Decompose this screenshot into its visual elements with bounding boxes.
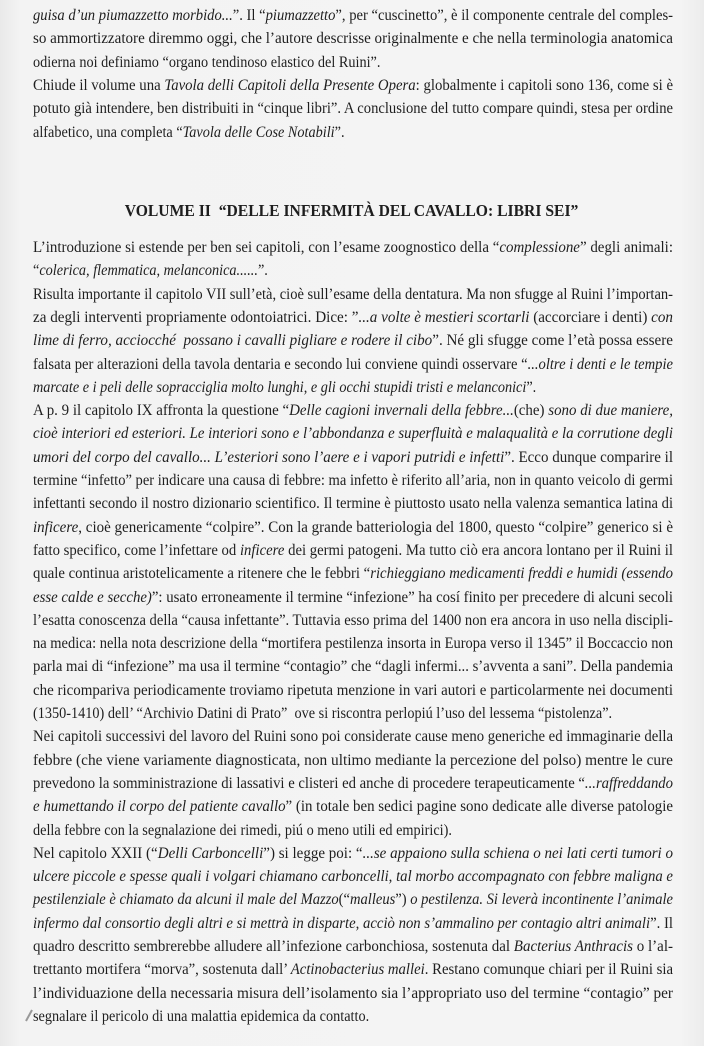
italic-quote-text: o pestilenza. Si leverà incontinente l’animale — [410, 891, 673, 909]
italic-quote-text: Bacterius Anthracis — [513, 938, 634, 955]
text-run: parla mai di “infezione” ma usa il termine “contagio” che “dagli infermi... s’avventa a sani”. Della pandemia — [33, 658, 673, 676]
text-run: alfabetico, una completa “ — [33, 123, 183, 141]
text-run: ”. Ecco dunque comparire il — [504, 448, 673, 466]
text-line — [33, 773, 673, 795]
text-run: ”, per “cuscinetto”, è il componente centrale del comples- — [335, 7, 673, 24]
italic-quote-text: colerica, flemmatica, melanconica...... — [39, 262, 258, 280]
text-line — [33, 540, 673, 562]
text-run: falsata per alterazioni della tavola dentaria e secondo lui conviene quindi osservare “ — [33, 355, 528, 373]
italic-quote-text: sono di due maniere, — [548, 402, 673, 420]
text-line — [33, 400, 673, 422]
text-line — [33, 959, 673, 981]
text-run: trettanto mortifera “morva”, sostenuta dall’ — [33, 961, 291, 979]
text-line — [33, 843, 673, 865]
italic-quote-text: marcate e i peli delle sopracciglia molto lunghi, e gli occhi stupidi tristi e melanconici — [33, 378, 527, 396]
text-run: “ — [33, 262, 40, 280]
text-run: prevedono la somministrazione di lassativi e clisteri ed anche di procedere terapeuticamente “ — [33, 774, 585, 792]
text-line — [33, 633, 673, 655]
text-line — [33, 913, 673, 935]
text-line — [33, 750, 673, 772]
text-run: fatto specifico, come l’infettare od — [33, 541, 240, 559]
text-line — [33, 447, 673, 469]
text-line — [33, 237, 673, 259]
text-run: (1350-1410) dell’ “Archivio Datini di Prato” ove si riscontra perlopiú l’uso del lessema “pistolenza”. — [33, 705, 613, 722]
text-line — [33, 983, 673, 1005]
italic-quote-text: cioè interiori ed esteriori. Le interiori sono e l’abbondanza e superfluità e malaqualità e la corrutione degli — [33, 425, 673, 443]
text-line — [33, 470, 673, 492]
text-run: potuto già intendere, ben distribuiti in “cinque libri”. A conclusione del tutto compare quindi, stesa per ordine — [33, 100, 673, 118]
text-line — [33, 820, 673, 842]
italic-quote-text: Tavola delli Capitoli della Presente Opera — [164, 76, 416, 94]
italic-quote-text: pestilenziale è chiamato da alcuni il male del Mazzo — [33, 891, 339, 909]
text-run: za degli interventi propriamente odontoiatrici. Dice: ” — [33, 308, 359, 326]
text-run: ”. — [257, 262, 268, 280]
italic-quote-text: ...a volte è mestieri scortarli — [358, 308, 530, 326]
text-line — [33, 98, 673, 120]
text-run: ”) — [395, 891, 411, 909]
text-run: l’individuazione della necessaria misura dell’isolamento sia l’appropriato uso del termine “contagio” per — [33, 984, 673, 1002]
text-run: o l’al- — [633, 938, 673, 955]
italic-quote-text: infermo dal consortio degli altri e si mettrà in disparte, acciò non s’ammalino per contagio altri animali — [33, 914, 651, 932]
text-run: ”. — [526, 378, 537, 396]
text-run: ”. Né gli sfugge come l’età possa essere — [432, 332, 673, 350]
text-line — [33, 517, 673, 539]
italic-quote-text: e humettando il corpo del patiente cavallo — [33, 798, 286, 816]
text-run: ” degli animali: — [579, 239, 673, 256]
text-run: ”: usato erroneamente il termine “infezione” ha cosí finito per precedere di alcuni secoli — [151, 588, 674, 606]
text-line — [33, 703, 673, 725]
text-run: A p. 9 il capitolo IX affronta la questione “ — [33, 402, 290, 420]
text-run: che ricompariva periodicamente troviamo ripetuta menzione in vari autori e particolarmente nei documenti — [33, 681, 673, 699]
italic-quote-text: richieggiano medicamenti freddi e humidi (essendo — [370, 565, 673, 583]
text-run: termine “infetto” per indicare una causa di febbre: ma infetto è riferito all’aria, non in quanto veicolo di germi — [33, 472, 673, 489]
text-run: : globalmente i capitoli sono 136, come si è — [415, 76, 673, 94]
text-run: Nel capitolo XXII (“ — [33, 844, 158, 862]
text-run: dei germi patogeni. Ma tutto ciò era ancora lontano per il Ruini il — [284, 541, 673, 559]
italic-quote-text: Tavola delle Cose Notabili — [182, 123, 335, 141]
italic-quote-text: con — [651, 308, 673, 326]
italic-quote-text: inficere — [239, 541, 285, 559]
text-run: quale continua aristotelicamente a ritenere che le febbri “ — [33, 565, 371, 583]
text-run: so ammortizzatore diremmo oggi, che l’autore descrisse originalmente e che nella terminologia anatomica — [33, 30, 673, 48]
text-run: ” (in totale ben sedici pagine sono dedicate alle diverse patologie — [285, 798, 673, 816]
italic-quote-text: malleus — [349, 891, 396, 909]
italic-quote-text: lime di ferro, acciocché possano i cavalli pigliare e rodere il cibo — [33, 332, 433, 350]
text-line — [33, 52, 673, 74]
text-run: (che) — [513, 402, 549, 420]
italic-quote-text: umori del corpo del cavallo... L’esteriori sono l’aere e i vapori putridi e infetti — [33, 448, 505, 466]
text-run: Risulta importante il capitolo VII sull’età, cioè sull’esame della dentatura. Ma non sfugge al Ruini l’importan- — [33, 285, 673, 303]
text-line — [33, 260, 673, 282]
text-run: ”. Il “ — [232, 7, 266, 24]
text-line — [33, 563, 673, 585]
text-run: infettanti secondo il nostro dizionario scientifico. Il termine è piuttosto usato nella valenza semantica latina di — [33, 495, 673, 513]
text-line — [33, 866, 673, 888]
scan-mark-icon — [24, 1008, 34, 1022]
text-run: (accorciare i denti) — [529, 308, 652, 326]
italic-quote-text: esse calde e secche) — [33, 588, 152, 606]
text-line — [33, 75, 673, 97]
text-line — [33, 122, 673, 144]
italic-quote-text: ...raffreddando — [584, 774, 673, 792]
text-run: Nei capitoli successivi del lavoro del Ruini sono poi considerate cause meno generiche ed immaginarie della — [33, 728, 673, 746]
text-run: della febbre con la segnalazione dei rimedi, piú o meno utili ed empirici). — [33, 821, 452, 839]
text-line — [33, 377, 673, 399]
text-line — [33, 5, 673, 27]
text-line — [33, 330, 673, 352]
text-run: ”. Il — [650, 914, 673, 932]
italic-quote-text: guisa d’un piumazzetto morbido... — [33, 7, 233, 24]
text-run: na medica: nella nota descrizione della “mortifera pestilenza insorta in Europa verso il 1345” il Boccaccio non — [33, 635, 673, 653]
text-run: odierna noi definiamo “organo tendinoso elastico del Ruini”. — [33, 53, 381, 71]
italic-quote-text: piumazzetto — [265, 7, 336, 24]
section-heading — [0, 200, 704, 222]
italic-quote-text: ...se appaiono sulla schiena o nei lati certi tumori o — [362, 844, 673, 862]
text-line — [33, 354, 673, 376]
text-run: (“ — [338, 891, 350, 909]
text-line — [33, 423, 673, 445]
italic-quote-text: Actinobacterius mallei — [290, 961, 425, 979]
text-line — [33, 936, 673, 958]
text-run: . Restano comunque chiari per il Ruini sia — [424, 961, 673, 979]
text-line — [33, 284, 673, 306]
text-line — [33, 796, 673, 818]
text-line — [33, 610, 673, 632]
italic-quote-text: Delle cagioni invernali della febbre... — [289, 402, 514, 420]
text-line — [33, 726, 673, 748]
text-run: quadro descritto sembrerebbe alludere all’infezione carbonchiosa, sostenuta dal — [33, 938, 514, 955]
text-run: ”) si legge poi: “ — [263, 844, 363, 862]
text-run: febbre (che viene variamente diagnosticata, non ultimo mediante la percezione del polso) mentre le cure — [33, 751, 673, 769]
text-line — [33, 28, 673, 50]
text-run: l’esatta conoscenza della “causa infettante”. Tuttavia esso prima del 1400 non era ancora in uso nella discipli- — [33, 611, 673, 629]
text-run: L’introduzione si estende per ben sei capitoli, con l’esame zoognostico della “ — [33, 239, 500, 256]
italic-quote-text: Delli Carboncelli — [157, 844, 264, 862]
text-line — [33, 587, 673, 609]
text-run: ”. — [334, 123, 345, 141]
text-line — [33, 1006, 673, 1028]
text-line — [33, 889, 673, 911]
text-run: segnalare il pericolo di una malattia epidemica da contatto. — [33, 1007, 370, 1025]
italic-quote-text: ...oltre i denti e le tempie — [527, 355, 673, 373]
text-run: , cioè genericamente “colpire”. Con la grande batteriologia del 1800, questo “colpire” generico si è — [78, 518, 674, 536]
text-line — [33, 656, 673, 678]
text-line — [33, 680, 673, 702]
text-line — [33, 493, 673, 515]
italic-quote-text: complessione — [499, 239, 580, 256]
text-line — [33, 307, 673, 329]
section-heading-text: VOLUME II “DELLE INFERMITÀ DEL CAVALLO: LIBRI SEI” — [125, 201, 579, 220]
italic-quote-text: ulcere piccole e spesse quali i volgari chiamano carboncelli, tal morbo accompagnato con febbre maligna e — [33, 868, 673, 886]
text-run: Chiude il volume una — [33, 76, 165, 94]
italic-quote-text: inficere — [33, 518, 79, 536]
